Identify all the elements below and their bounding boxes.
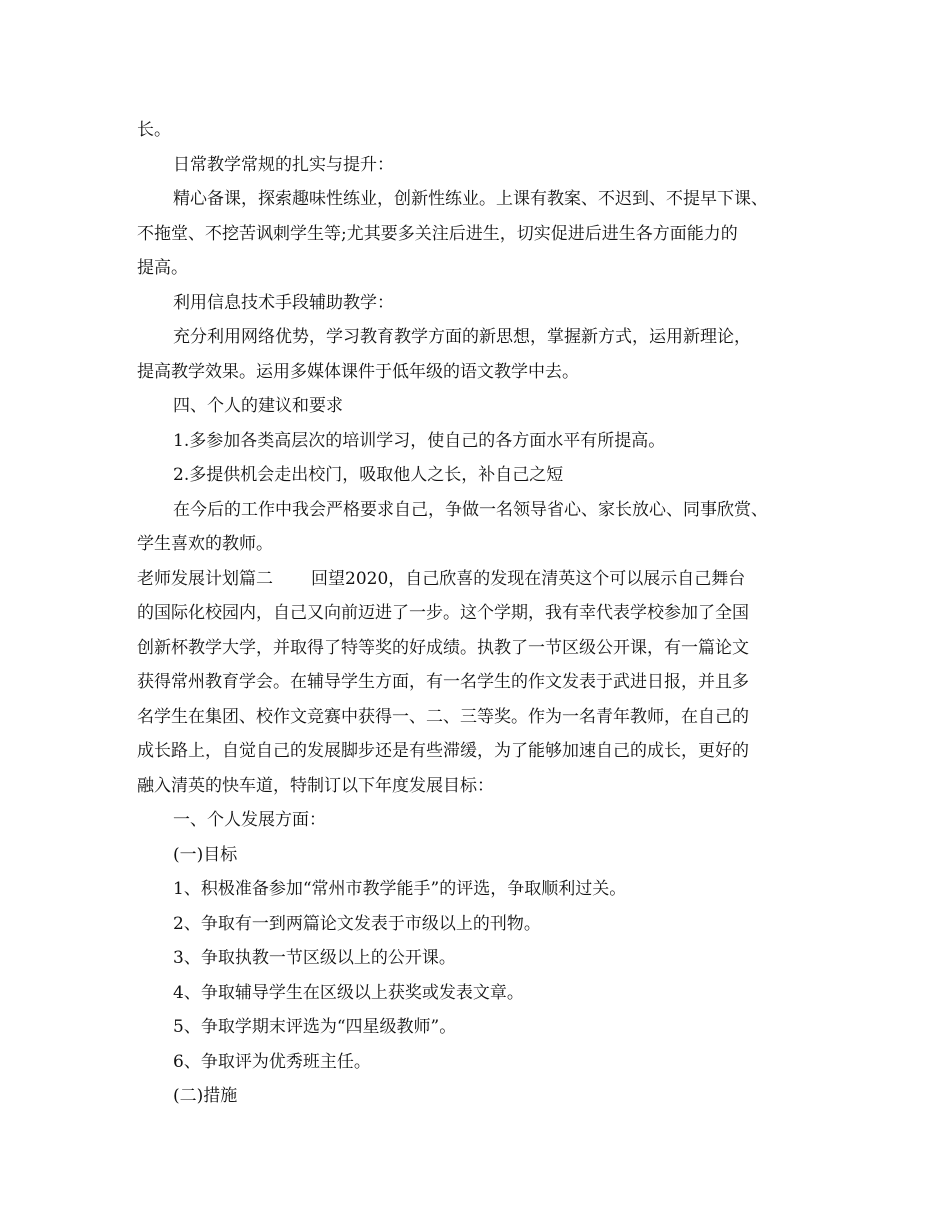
text-line: 1.多参加各类高层次的培训学习，使自己的各方面水平有所提高。	[173, 430, 666, 451]
text-line: 创新杯教学大学，并取得了特等奖的好成绩。执教了一节区级公开课，有一篇论文	[137, 637, 749, 658]
text-line: 1、积极准备参加“常州市教学能手”的评选，争取顺利过关。	[173, 879, 627, 899]
text-line: 3、争取执教一节区级以上的公开课。	[173, 948, 456, 968]
section-first-line: 回望2020，自己欣喜的发现在清英这个可以展示自己舞台	[311, 568, 746, 589]
text-line: 不拖堂、不挖苦讽刺学生等;尤其要多关注后进生，切实促进后进生各方面能力的	[137, 223, 738, 244]
section-heading: 老师发展计划篇二	[137, 568, 273, 589]
text-line: 精心备课，探索趣味性练业，创新性练业。上课有教案、不迟到、不提早下课、	[173, 189, 768, 209]
text-line: (一)目标	[173, 844, 238, 865]
paragraph-group-1	[137, 113, 827, 562]
text-line: 长。	[137, 120, 171, 140]
text-line: 名学生在集团、校作文竞赛中获得一、二、三等奖。作为一名青年教师，在自己的	[137, 706, 749, 727]
text-line: 四、个人的建议和要求	[173, 396, 343, 416]
text-line: 获得常州教育学会。在辅导学生方面，有一名学生的作文发表于武进日报，并且多	[137, 672, 749, 692]
text-line: 学生喜欢的教师。	[137, 534, 273, 554]
text-line: 成长路上，自觉自己的发展脚步还是有些滞缓，为了能够加速自己的成长，更好的	[137, 741, 749, 761]
text-line: 6、争取评为优秀班主任。	[173, 1051, 371, 1072]
section-heading-line	[137, 562, 827, 597]
paragraph-group-2	[137, 596, 827, 1114]
text-line: 4、争取辅导学生在区级以上获奖或发表文章。	[173, 982, 524, 1003]
text-line: 2.多提供机会走出校门，吸取他人之长，补自己之短	[173, 465, 564, 485]
document-body	[137, 113, 827, 1114]
text-line: 在今后的工作中我会严格要求自己，争做一名领导省心、家长放心、同事欣赏、	[173, 499, 768, 520]
text-line: 融入清英的快车道，特制订以下年度发展目标：	[137, 775, 494, 796]
text-line: 2、争取有一到两篇论文发表于市级以上的刊物。	[173, 913, 541, 934]
text-line: 充分利用网络优势，学习教育教学方面的新思想，掌握新方式，运用新理论，	[173, 327, 751, 347]
text-line: 日常教学常规的扎实与提升：	[173, 154, 394, 175]
text-line: 一、个人发展方面：	[173, 810, 326, 830]
text-line: 利用信息技术手段辅助教学：	[173, 292, 394, 313]
text-line: 提高教学效果。运用多媒体课件于低年级的语文教学中去。	[137, 361, 579, 382]
text-line: 5、争取学期末评选为“四星级教师”。	[173, 1017, 457, 1037]
text-line: 的国际化校园内，自己又向前迈进了一步。这个学期，我有幸代表学校参加了全国	[137, 603, 749, 623]
text-line: (二)措施	[173, 1086, 238, 1106]
text-line: 提高。	[137, 258, 188, 278]
